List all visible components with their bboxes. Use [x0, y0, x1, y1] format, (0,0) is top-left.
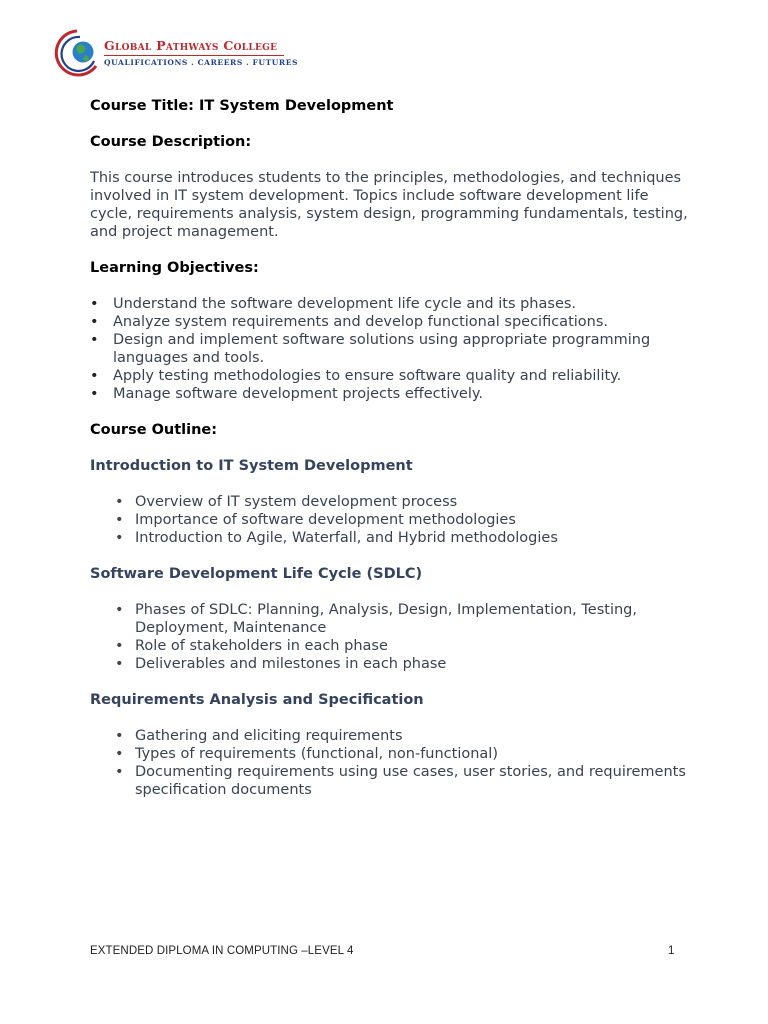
section-items	[90, 727, 690, 799]
item-text: Role of stakeholders in each phase	[135, 638, 388, 654]
document-body	[90, 97, 690, 799]
list-item	[90, 655, 690, 673]
list-item	[90, 331, 690, 367]
list-item	[90, 511, 690, 529]
list-item	[90, 367, 690, 385]
objective-text: Apply testing methodologies to ensure software quality and reliability.	[113, 368, 622, 384]
item-text: Overview of IT system development process	[135, 494, 458, 510]
list-item	[90, 601, 690, 637]
logo-divider	[104, 55, 284, 56]
objective-text: Understand the software development life cycle and its phases.	[113, 296, 577, 312]
list-item	[90, 529, 690, 547]
list-item	[90, 727, 690, 745]
item-text: Introduction to Agile, Waterfall, and Hybrid methodologies	[135, 530, 558, 546]
small-bullet-dot-icon: •	[115, 602, 124, 618]
bullet-dot-icon: •	[90, 332, 99, 348]
item-text: Documenting requirements using use cases, user stories, and requirements specification documents	[135, 764, 686, 798]
small-bullet-dot-icon: •	[115, 764, 124, 780]
small-bullet-dot-icon: •	[115, 746, 124, 762]
objectives-heading: Learning Objectives:	[90, 260, 259, 276]
college-name: Global Pathways College	[104, 38, 278, 53]
list-item	[90, 637, 690, 655]
description-heading: Course Description:	[90, 134, 252, 150]
list-item	[90, 313, 690, 331]
objective-text: Manage software development projects effectively.	[113, 386, 484, 402]
college-tagline: QUALIFICATIONS . CAREERS . FUTURES	[104, 58, 299, 67]
section-title: Software Development Life Cycle (SDLC)	[90, 566, 423, 582]
small-bullet-dot-icon: •	[115, 530, 124, 546]
college-logo	[52, 28, 299, 80]
section-items	[90, 601, 690, 673]
small-bullet-dot-icon: •	[115, 728, 124, 744]
course-description: This course introduces students to the principles, methodologies, and techniques involved in IT system development. Topics include software development life cycle, requirements analysis, system design, programming fundamentals, testing, and project management.	[90, 170, 688, 240]
objective-text: Analyze system requirements and develop functional specifications.	[113, 314, 609, 330]
list-item	[90, 493, 690, 511]
course-title: Course Title: IT System Development	[90, 98, 394, 114]
small-bullet-dot-icon: •	[115, 638, 124, 654]
small-bullet-dot-icon: •	[115, 656, 124, 672]
list-item	[90, 295, 690, 313]
list-item	[90, 745, 690, 763]
page-number: 1	[668, 945, 675, 957]
bullet-dot-icon: •	[90, 296, 99, 312]
item-text: Importance of software development methodologies	[135, 512, 516, 528]
list-item	[90, 385, 690, 403]
objectives-list	[90, 295, 690, 403]
small-bullet-dot-icon: •	[115, 512, 124, 528]
bullet-dot-icon: •	[90, 314, 99, 330]
bullet-dot-icon: •	[90, 368, 99, 384]
item-text: Deliverables and milestones in each phase	[135, 656, 447, 672]
item-text: Phases of SDLC: Planning, Analysis, Design, Implementation, Testing, Deployment, Maintenance	[135, 602, 637, 636]
objective-text: Design and implement software solutions using appropriate programming languages and tools.	[113, 332, 651, 366]
section-title: Introduction to IT System Development	[90, 458, 413, 474]
item-text: Gathering and eliciting requirements	[135, 728, 403, 744]
footer-course-level: EXTENDED DIPLOMA IN COMPUTING –LEVEL 4	[90, 945, 354, 957]
section-title: Requirements Analysis and Specification	[90, 692, 424, 708]
outline-heading: Course Outline:	[90, 422, 218, 438]
item-text: Types of requirements (functional, non-functional)	[135, 746, 498, 762]
section-items	[90, 493, 690, 547]
bullet-dot-icon: •	[90, 386, 99, 402]
globe-swoosh-logo-icon	[52, 28, 102, 80]
list-item	[90, 763, 690, 799]
small-bullet-dot-icon: •	[115, 494, 124, 510]
